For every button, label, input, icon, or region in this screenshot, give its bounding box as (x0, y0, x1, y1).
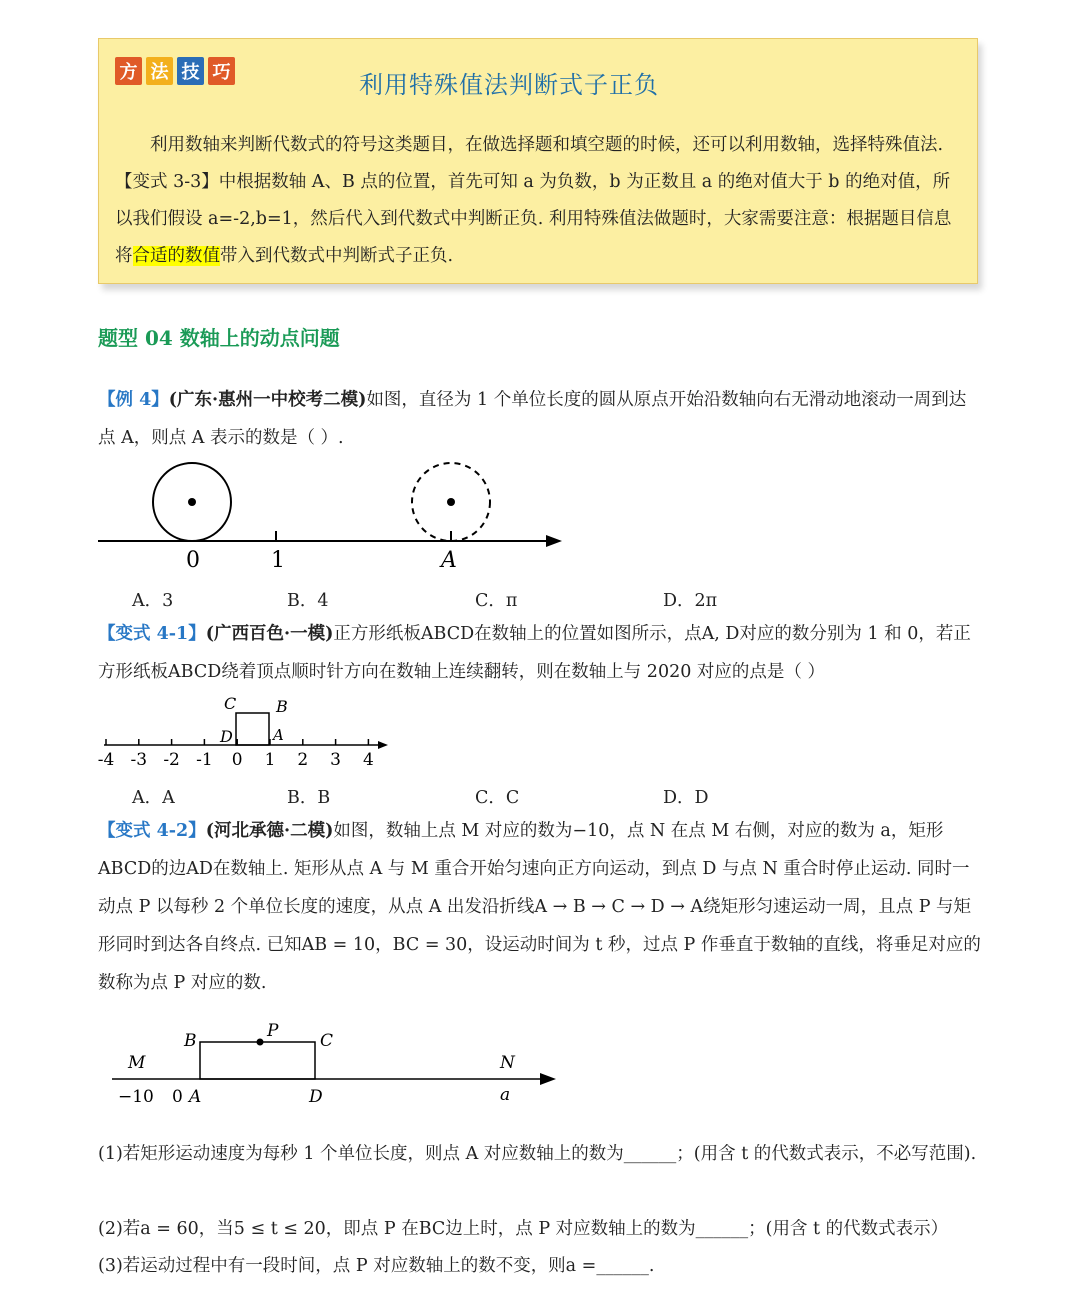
label-a-point: A (189, 1087, 202, 1107)
option-a[interactable]: A．3 (132, 591, 174, 611)
question-text: 如图，数轴上点 M 对应的数为−10，点 N 在点 M 右侧，对应的数为 a，矩形ABCD的边AD在数轴上. 矩形从点 A 与 M 重合开始匀速向正方向运动，到点 D 与点 N 重合时停止运动. 同时一动点 P 以每秒 2 个单位长度的速度，从点 A 出发沿折线A → B → C → D → A绕矩形匀速运动一周，且点 P 与矩形同时到达各自终点. 已知AB = 10，BC = 30，设运动时间为 t 秒，过点 P 作垂直于数轴的直线，将垂足对应的数称为点 P 对应的数. (98, 821, 981, 993)
corner-d: D (220, 727, 233, 746)
option-b[interactable]: B．4 (287, 591, 329, 611)
tick-label: 0 (231, 750, 243, 770)
tick-label: 1 (264, 750, 276, 770)
badge-char: 技 (177, 57, 204, 85)
tick-label: 4 (362, 750, 374, 770)
option-b[interactable]: B．B (287, 788, 331, 808)
option-c[interactable]: C．π (475, 591, 518, 611)
question-source: (广东·惠州一中校考二模) (168, 390, 367, 410)
section-title: 题型 04 数轴上的动点问题 (98, 326, 340, 350)
example-4-question (98, 381, 983, 457)
sub-question-2: (2)若a = 60，当5 ≤ t ≤ 20，即点 P 在BC边上时，点 P 对应数轴上的数为______；(用含 t 的代数式表示） (98, 1219, 949, 1239)
tip-title: 利用特殊值法判断式子正负 (359, 71, 659, 99)
tick-label: -3 (130, 750, 148, 770)
tick-label: 3 (330, 750, 342, 770)
question-source: (广西百色·一模) (205, 624, 334, 644)
question-tag: 【例 4】 (98, 390, 169, 410)
axis-arrow (546, 535, 562, 547)
label-minus-10: −10 (118, 1087, 154, 1107)
option-d[interactable]: D．2π (663, 591, 718, 611)
circle-center (447, 498, 455, 506)
badge-char: 巧 (208, 57, 235, 85)
circle-center (188, 498, 196, 506)
point-p (257, 1039, 264, 1046)
moving-rectangle-figure (0, 1020, 580, 1115)
corner-a: A (273, 726, 284, 744)
label-p: P (267, 1021, 279, 1041)
tick-label: 2 (297, 750, 309, 770)
option-d[interactable]: D．D (663, 788, 709, 808)
label-c: C (320, 1031, 334, 1051)
question-tag: 【变式 4-1】 (98, 624, 206, 644)
method-badge (115, 57, 235, 85)
method-tip-box (98, 38, 978, 284)
tip-body-text: 利用数轴来判断代数式的符号这类题目，在做选择题和填空题的时候，还可以利用数轴，选择特殊值法.【变式 3-3】中根据数轴 A、B 点的位置，首先可知 a 为负数，b 为正数且 a 的绝对值大于 b 的绝对值，所以我们假设 a=-2,b=1，然后代入到代数式中判断正负. 利用特殊值法做题时，大家需要注意：根据题目信息将 (115, 135, 952, 266)
badge-char: 法 (146, 57, 173, 85)
rectangle-abcd (200, 1042, 315, 1079)
square-flip-figure (0, 688, 420, 778)
badge-char: 方 (115, 57, 142, 85)
sub-question-3: (3)若运动过程中有一段时间，点 P 对应数轴上的数不变，则a =______. (98, 1256, 655, 1276)
label-zero: 0 (186, 548, 200, 573)
tick-label: -2 (163, 750, 180, 770)
label-a-value: a (500, 1085, 511, 1105)
tip-body-text-end: 带入到代数式中判断式子正负. (220, 246, 454, 266)
label-b: B (184, 1031, 197, 1051)
tick-label: -4 (97, 750, 115, 770)
option-a[interactable]: A．A (132, 788, 175, 808)
axis-arrow (378, 741, 388, 749)
tick-label: -1 (196, 750, 213, 770)
question-text: 如图，直径为 1 个单位长度的圆从原点开始沿数轴向右无滑动地滚动一周到达点 A，则点 A 表示的数是（ ）. (98, 390, 967, 448)
square-abcd (236, 713, 269, 745)
label-zero: 0 (172, 1087, 183, 1107)
label-n: N (500, 1053, 515, 1073)
label-a: A (441, 548, 457, 573)
axis-arrow (540, 1073, 556, 1085)
highlighted-text: 合适的数值 (132, 246, 220, 266)
question-tag: 【变式 4-2】 (98, 821, 206, 841)
label-d: D (309, 1087, 323, 1107)
question-source: (河北承德·二模) (205, 821, 334, 841)
rolling-circle-figure (0, 455, 600, 575)
variant-4-2-question (98, 812, 983, 1002)
corner-c: C (224, 694, 237, 713)
corner-b: B (276, 697, 288, 716)
label-m: M (128, 1053, 146, 1073)
question-text: 正方形纸板ABCD在数轴上的位置如图所示，点A, D对应的数分别为 1 和 0，若正方形纸板ABCD绕着顶点顺时针方向在数轴上连续翻转，则在数轴上与 2020 对应的点是（ ） (98, 624, 971, 682)
option-c[interactable]: C．C (475, 788, 520, 808)
variant-4-1-question (98, 615, 983, 691)
label-one: 1 (271, 548, 285, 573)
sub-question-1: (1)若矩形运动速度为每秒 1 个单位长度，则点 A 对应数轴上的数为______；(用含 t 的代数式表示，不必写范围). (98, 1144, 977, 1164)
tip-body (115, 127, 967, 275)
